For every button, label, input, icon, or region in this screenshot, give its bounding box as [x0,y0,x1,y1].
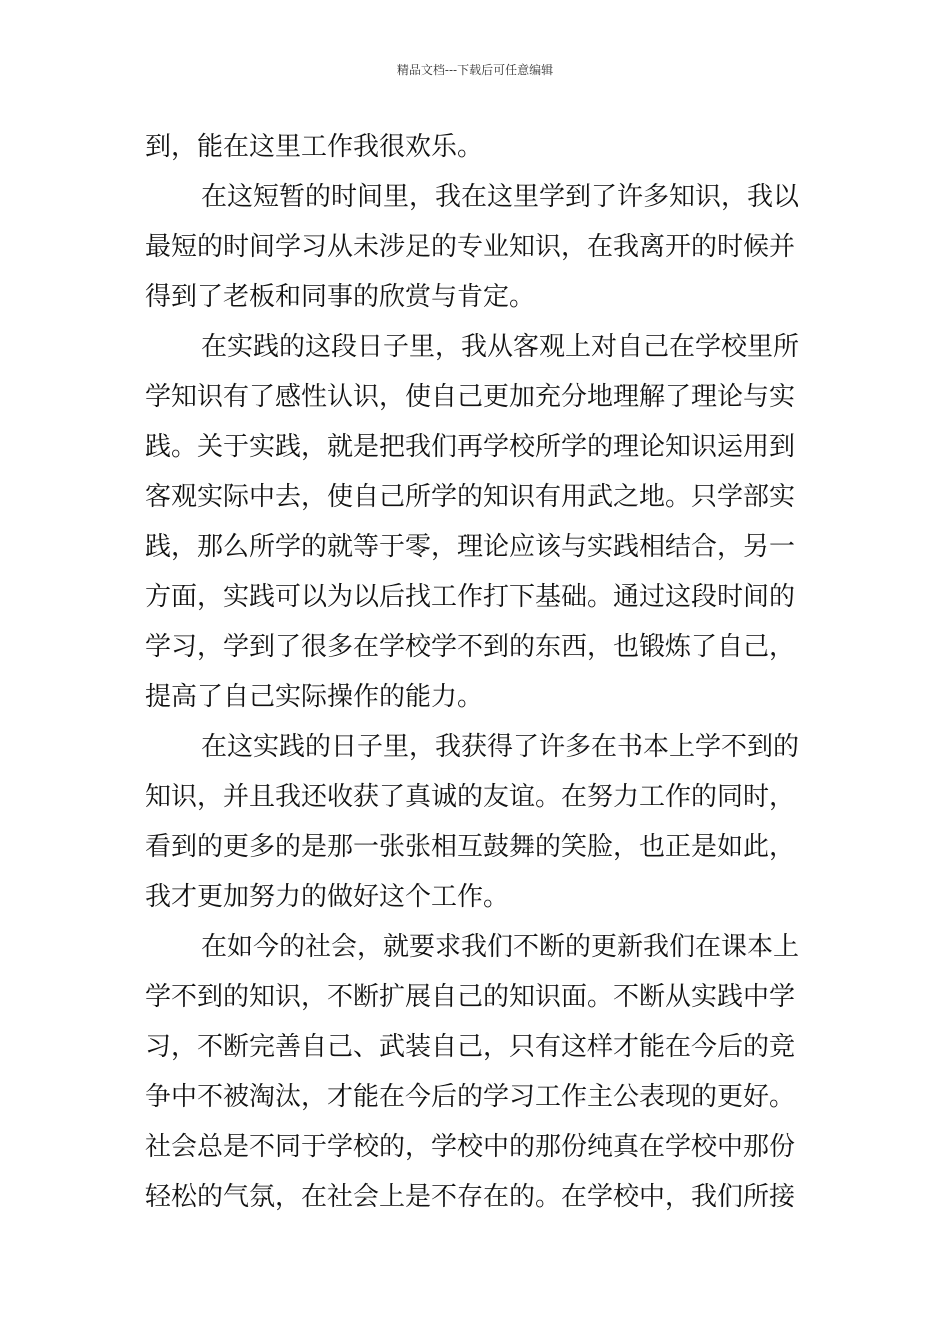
text-line: 知识，并且我还收获了真诚的友谊。在努力工作的同时， [145,782,796,812]
text-line: 践。关于实践，就是把我们再学校所学的理论知识运用到 [145,432,796,462]
text-line: 学习，学到了很多在学校学不到的东西，也锻炼了自己， [145,632,796,662]
text-line: 轻松的气氛，在社会上是不存在的。在学校中，我们所接 [145,1182,796,1212]
text-line: 最短的时间学习从未涉足的专业知识，在我离开的时候并 [145,232,796,262]
text-line: 到，能在这里工作我很欢乐。 [145,132,484,162]
text-line: 学知识有了感性认识，使自己更加充分地理解了理论与实 [145,382,796,412]
page-header: 精品文档---下载后可任意编辑 [396,63,554,77]
text-line: 方面，实践可以为以后找工作打下基础。通过这段时间的 [145,582,796,612]
text-line: 得到了老板和同事的欣赏与肯定。 [145,282,536,312]
text-line: 看到的更多的是那一张张相互鼓舞的笑脸，也正是如此， [145,832,796,862]
text-line: 提高了自己实际操作的能力。 [145,682,484,712]
text-line: 争中不被淘汰，才能在今后的学习工作主公表现的更好。 [145,1082,796,1112]
document-body [145,122,810,1222]
text-line: 在如今的社会，就要求我们不断的更新我们在课本上 [201,932,800,962]
text-line: 在这短暂的时间里，我在这里学到了许多知识，我以 [201,182,800,212]
text-line: 习，不断完善自己、武装自己，只有这样才能在今后的竞 [145,1032,796,1062]
text-line: 在实践的这段日子里，我从客观上对自己在学校里所 [201,332,800,362]
text-line: 客观实际中去，使自己所学的知识有用武之地。只学部实 [145,482,796,512]
text-line: 我才更加努力的做好这个工作。 [145,882,510,912]
text-line: 学不到的知识，不断扩展自己的知识面。不断从实践中学 [145,982,796,1012]
text-line: 社会总是不同于学校的，学校中的那份纯真在学校中那份 [145,1132,796,1162]
text-line: 践，那么所学的就等于零，理论应该与实践相结合，另一 [145,532,796,562]
text-line: 在这实践的日子里，我获得了许多在书本上学不到的 [201,732,800,762]
